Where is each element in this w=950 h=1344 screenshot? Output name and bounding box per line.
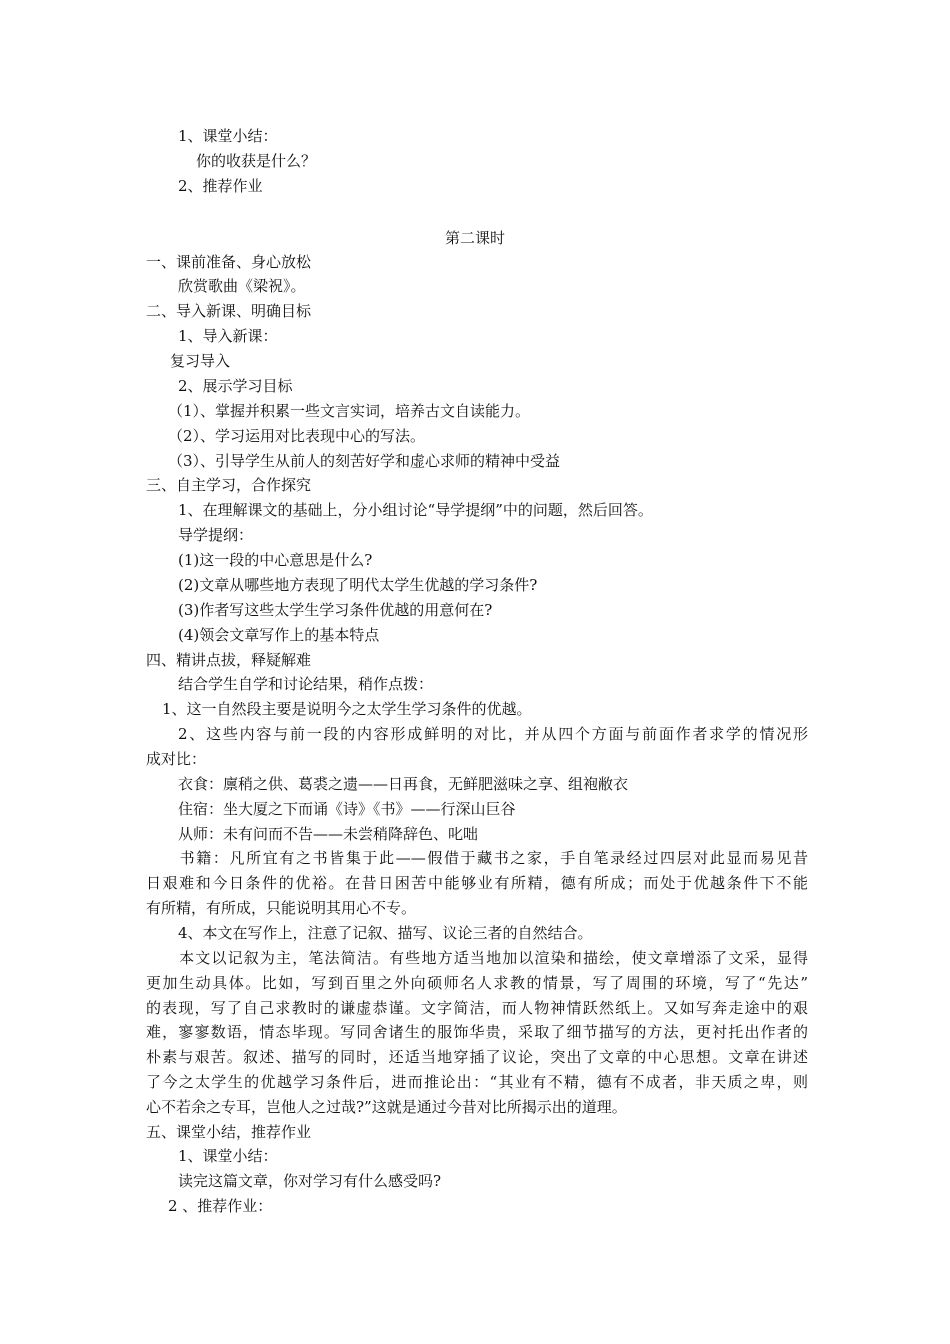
paragraph-line-5: 朴素与艰苦。叙述、描写的同时，还适当地穿插了议论，突出了文章的中心思想。文章在讲述: [146, 1048, 808, 1066]
paragraph-line-3: 的表现，写了自己求教时的谦虚恭谨。文字简洁，而人物神情跃然纸上。又如写奔走途中的艰: [146, 999, 808, 1017]
point-2-line-2: 成对比：: [146, 750, 207, 768]
section-1-line: 欣赏歌曲《梁祝》。: [178, 277, 306, 295]
summary-heading: 1、课堂小结：: [178, 127, 278, 145]
paragraph-line-4: 难，寥寥数语，情态毕现。写同舍诸生的服饰华贵，采取了细节描写的方法，更衬托出作者的: [146, 1023, 808, 1041]
section-5-item-1: 1、课堂小结：: [178, 1147, 278, 1165]
contrast-books-line-3: 有所精，有所成，只能说明其用心不专。: [146, 899, 417, 917]
point-2-line-1: 2、这些内容与前一段的内容形成鲜明的对比，并从四个方面与前面作者求学的情况形: [178, 725, 808, 743]
summary-question: 你的收获是什么？: [196, 152, 317, 170]
section-3-item-1: 1、在理解课文的基础上，分小组讨论“导学提纲”中的问题，然后回答。: [178, 501, 653, 519]
contrast-books-line-2: 日艰难和今日条件的优裕。在昔日困苦中能够业有所精，德有所成；而处于优越条件下不能: [146, 874, 808, 892]
section-2-item-2: 2、展示学习目标: [178, 377, 293, 395]
section-4-intro: 结合学生自学和讨论结果，稍作点拨：: [178, 675, 434, 693]
goal-1: （1）、掌握并积累一些文言实词，培养古文自读能力。: [168, 402, 531, 420]
section-5-item-1-text: 读完这篇文章，你对学习有什么感受吗?: [178, 1172, 442, 1190]
section-5-heading: 五、课堂小结，推荐作业: [146, 1123, 312, 1141]
question-4: (4)领会文章写作上的基本特点: [178, 626, 380, 644]
section-4-heading: 四、精讲点拔，释疑解难: [146, 651, 312, 669]
point-1: 1、这一自然段主要是说明今之太学生学习条件的优越。: [162, 700, 532, 718]
section-5-item-2: 2 、推荐作业：: [168, 1197, 273, 1215]
contrast-food: 衣食：廪稍之供、葛裘之遗——日再食，无鲜肥滋味之享、组袍敝衣: [178, 775, 629, 793]
contrast-teacher: 从师：未有问而不告——未尝稍降辞色、叱咄: [178, 825, 479, 843]
point-4: 4、本文在写作上，注意了记叙、描写、议论三者的自然结合。: [178, 924, 593, 942]
contrast-books-line-1: 书籍：凡所宜有之书皆集于此——假借于藏书之家，手自笔录经过四层对此显而易见昔: [178, 849, 808, 867]
section-3-heading: 三、自主学习，合作探究: [146, 476, 312, 494]
section-2-item-1-text: 复习导入: [170, 352, 231, 370]
question-2: (2)文章从哪些地方表现了明代太学生优越的学习条件?: [178, 576, 538, 594]
section-1-heading: 一、课前准备、身心放松: [146, 253, 312, 271]
question-1: (1)这一段的中心意思是什么?: [178, 551, 373, 569]
question-3: (3)作者写这些太学生学习条件优越的用意何在?: [178, 601, 493, 619]
goal-3: （3）、引导学生从前人的刻苦好学和虚心求师的精神中受益: [168, 452, 561, 470]
contrast-lodging: 住宿：坐大厦之下而诵《诗》《书》——行深山巨谷: [178, 800, 516, 818]
paragraph-line-6: 了今之太学生的优越学习条件后，进而推论出：“其业有不精，德有不成者，非天质之卑，则: [146, 1073, 808, 1091]
section-2-heading: 二、导入新课、明确目标: [146, 302, 312, 320]
paragraph-line-1: 本文以记叙为主，笔法简洁。有些地方适当地加以渲染和描绘，使文章增添了文采，显得: [178, 949, 808, 967]
paragraph-line-2: 更加生动具体。比如，写到百里之外向硕师名人求教的情景，写了周围的环境，写了“先达”: [146, 974, 808, 992]
lesson-title: 第二课时: [444, 229, 505, 247]
outline-label: 导学提纲：: [178, 526, 254, 544]
homework-heading: 2、推荐作业: [178, 177, 263, 195]
paragraph-line-7: 心不若余之专耳，岂他人之过哉?”这就是通过今昔对比所揭示出的道理。: [146, 1098, 627, 1116]
goal-2: （2）、学习运用对比表现中心的写法。: [168, 427, 426, 445]
section-2-item-1: 1、导入新课：: [178, 327, 278, 345]
